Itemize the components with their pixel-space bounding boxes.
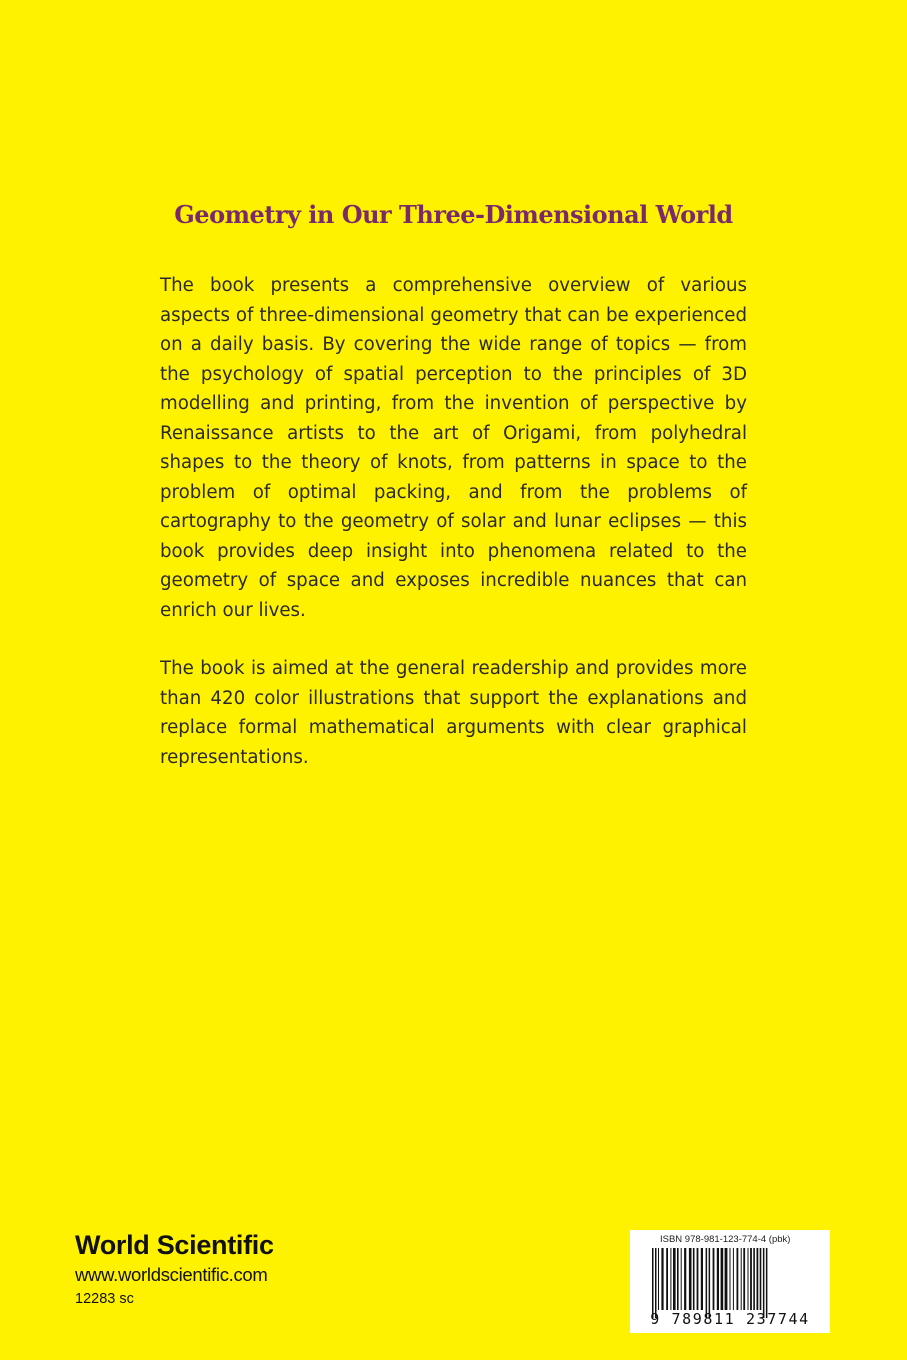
barcode-bar [693,1248,695,1310]
barcode-bar [681,1248,682,1310]
description-paragraph-1: The book presents a comprehensive overview of various aspects of three-dimensional geometry that can be experienced on a daily basis. By covering the wide range of topics — from the psychology of spatial perception to the principles of 3D modelling and printing, from the invention of perspective by Renaissance artists to the art of Origami, from polyhedral shapes to the theory of knots, from patterns in space to the problem of optimal packing, and from the problems of cartography to the geometry of solar and lunar eclipses — this book provides deep insight into phenomena related to the geometry of space and exposes incredible nuances that can enrich our lives. [160,275,747,621]
barcode-bar [697,1248,699,1310]
publisher-block [75,1228,274,1310]
barcode-bar [655,1248,657,1318]
barcode-bar [753,1248,755,1310]
barcode-bar [741,1248,742,1310]
barcode-bar [709,1248,711,1318]
barcode-bar [757,1248,759,1310]
barcode-bar [677,1248,679,1310]
barcode-bar [652,1248,654,1318]
barcode-bar [721,1248,724,1310]
barcode-bar [658,1248,659,1310]
barcode-bar [750,1248,752,1310]
barcode-bar [684,1248,686,1310]
barcode-bar [666,1248,668,1310]
barcode-bar [763,1248,765,1318]
publisher-name: World Scientific [75,1230,274,1260]
isbn-label: ISBN 978-981-123-774-4 (pbk) [660,1234,791,1245]
publisher-code: 12283 sc [75,1291,134,1307]
publisher-url: www.worldscientific.com [75,1264,268,1285]
isbn-barcode [630,1230,830,1333]
barcode-bar [673,1248,676,1310]
barcode-bar [661,1248,663,1310]
barcode-bar [760,1248,762,1310]
barcode-bar [713,1248,715,1310]
description-paragraph-2: The book is aimed at the general readership and provides more than 420 color illustrations that support the explanations and replace formal mathematical arguments with clear graphical representations. [160,658,747,768]
barcode-bar [717,1248,719,1310]
barcode-bar [748,1248,749,1310]
barcode-bar [689,1248,692,1310]
barcode-bar [706,1248,708,1318]
barcode-bar [730,1248,731,1310]
barcode-digits: 9 789811 237744 [650,1310,810,1328]
barcode-bar [670,1248,671,1310]
book-title: Geometry in Our Three-Dimensional World [174,200,733,229]
barcode-bar [701,1248,703,1310]
barcode-bar [737,1248,739,1310]
barcode-bar [743,1248,745,1310]
barcode-bar [733,1248,734,1310]
barcode-bar [725,1248,728,1310]
barcode-bar [766,1248,768,1318]
